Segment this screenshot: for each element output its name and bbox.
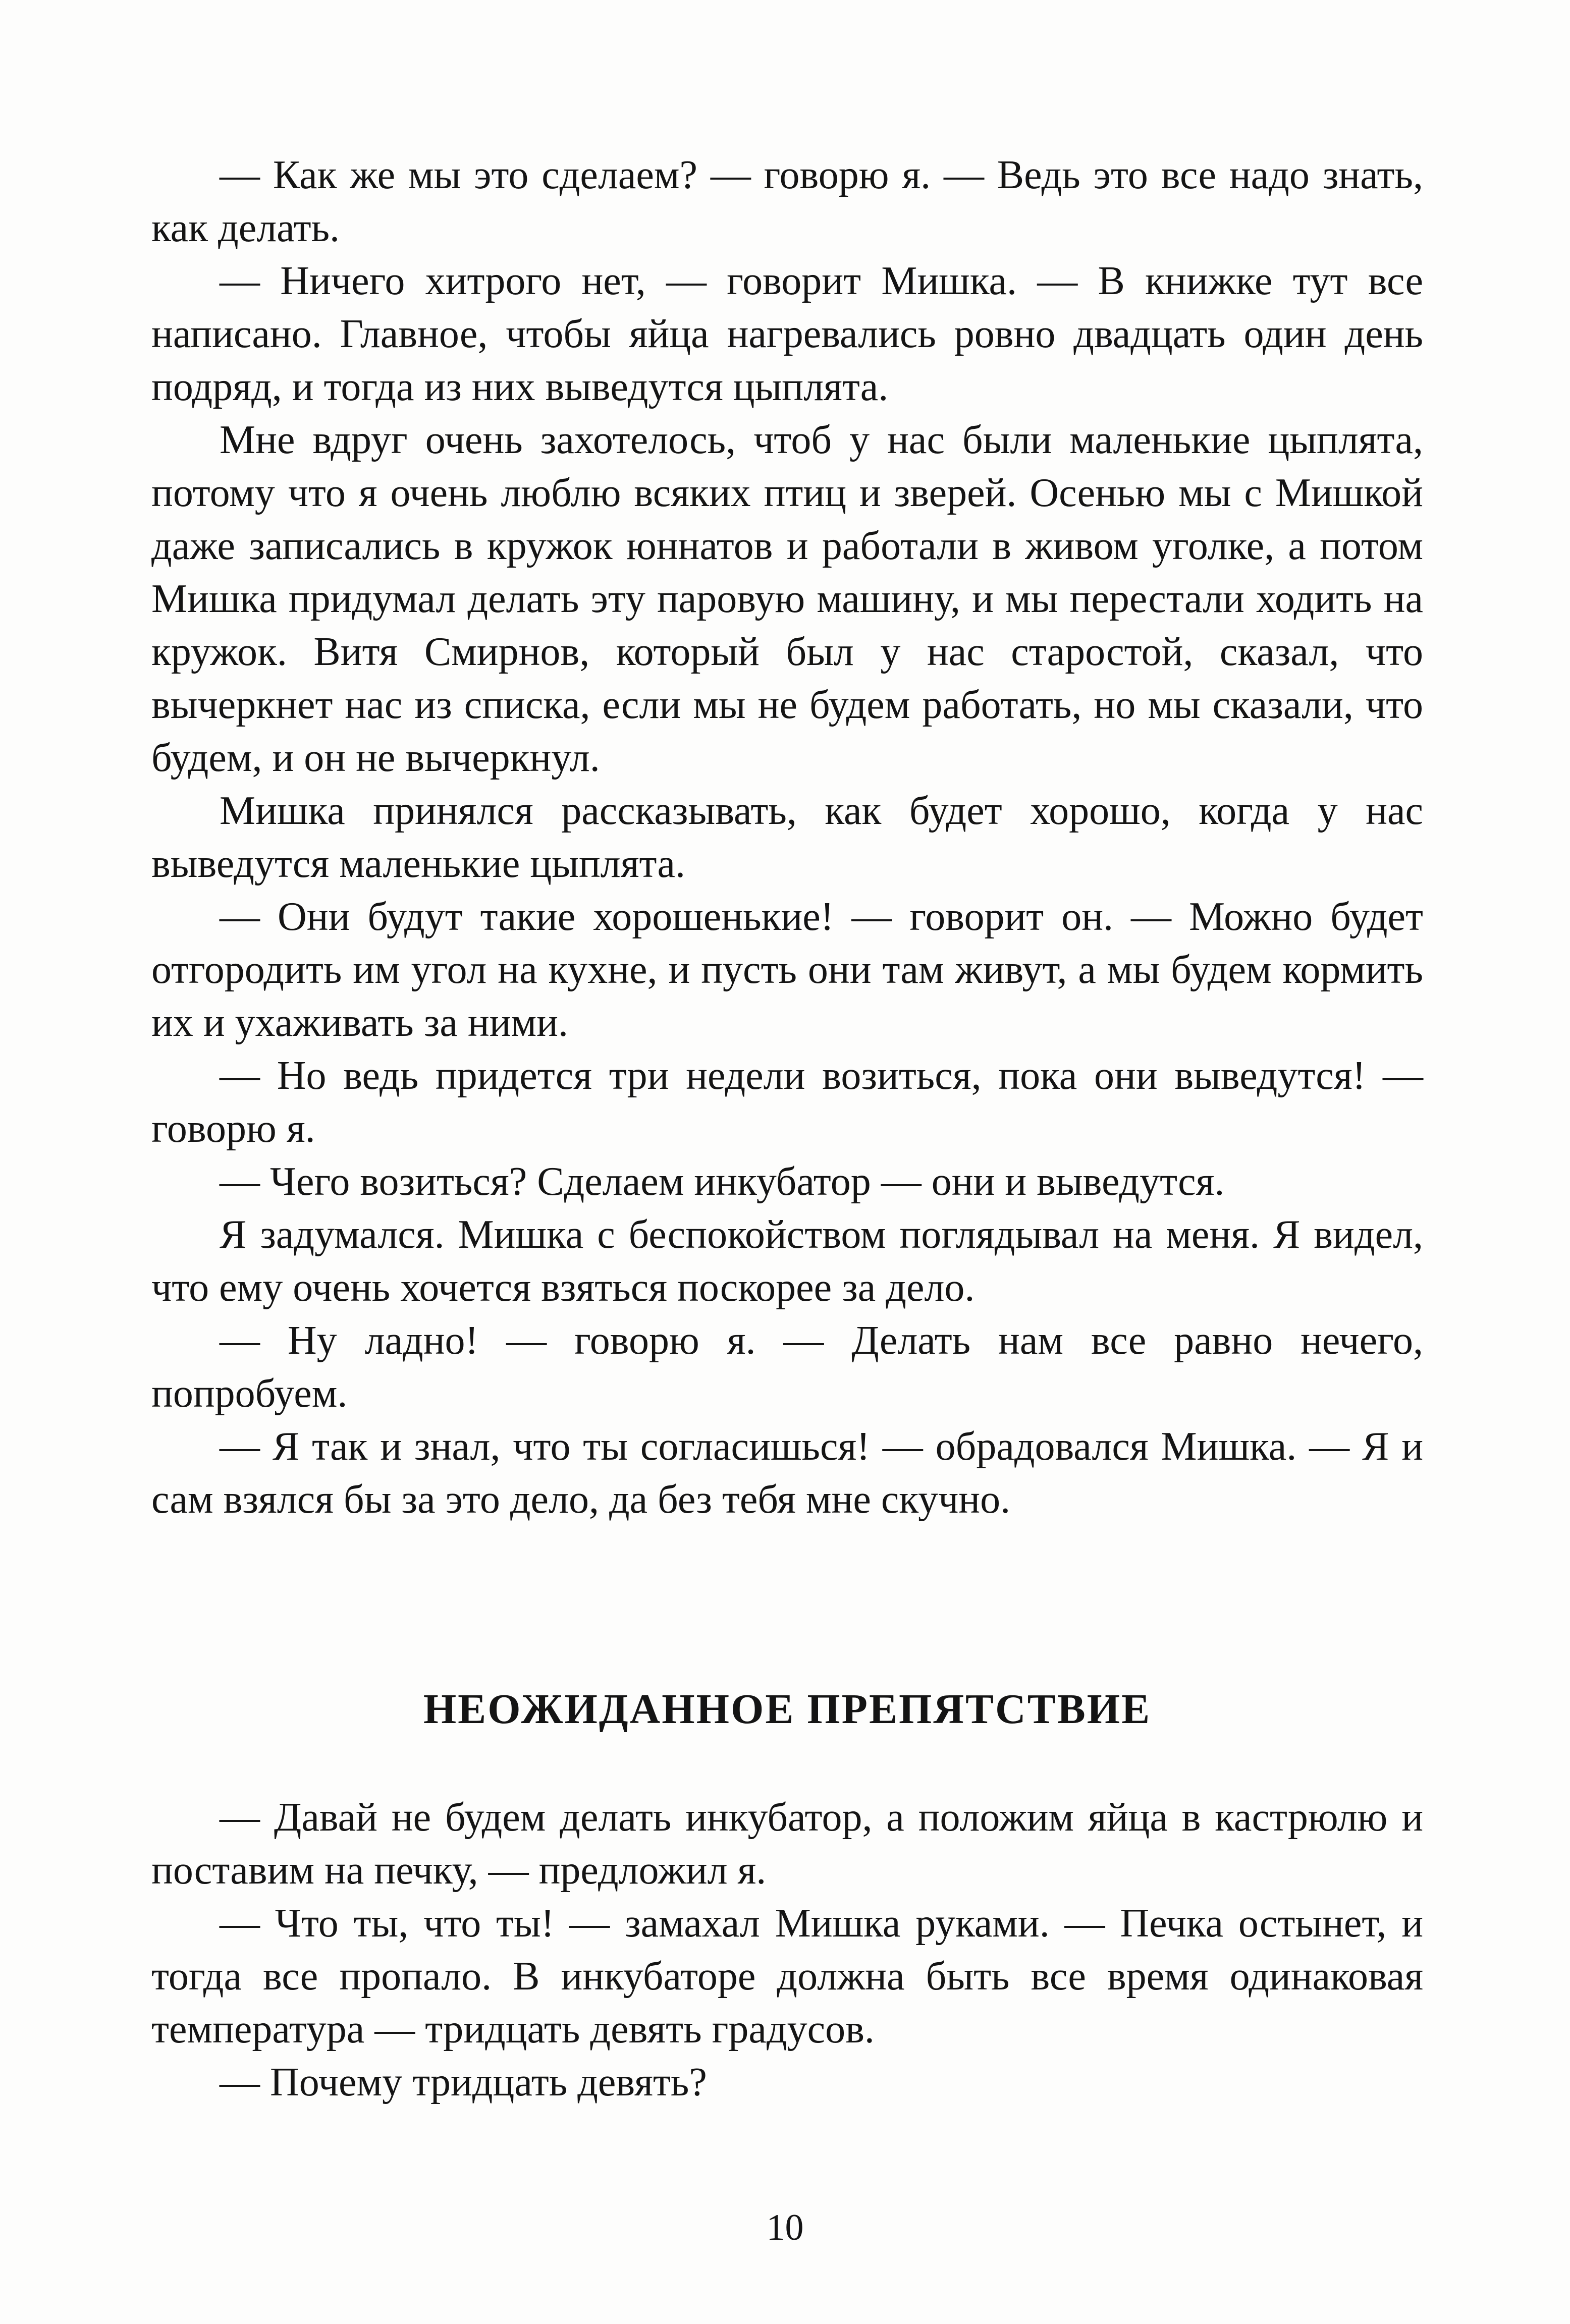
page-number: 10 [766, 2207, 804, 2248]
section-heading: НЕОЖИДАННОЕ ПРЕПЯТСТВИЕ [423, 1686, 1152, 1733]
paragraph: Мне вдруг очень захотелось, чтоб у нас были маленькие цыплята, потому что я очень люблю всяких птиц и зверей. Осенью мы с Мишкой даже записались в кружок юннатов и работали в живом уголке, а потом Мишка придумал делать эту паровую машину, и мы перестали ходить на кружок. Витя Смирнов, который был у нас старостой, сказал, что вычеркнет нас из списка, если мы не будем работать, но мы сказали, что будем, и он не вычеркнул. [151, 418, 1423, 780]
paragraph: — Ну ладно! — говорю я. — Делать нам все равно нечего, попробуем. [151, 1318, 1423, 1416]
paragraph: — Давай не будем делать инкубатор, а положим яйца в кастрюлю и поставим на печку, — предложил я. [151, 1795, 1423, 1893]
paragraph: — Как же мы это сделаем? — говорю я. — Ведь это все надо знать, как делать. [151, 153, 1423, 250]
paragraph: Мишка принялся рассказывать, как будет хорошо, когда у нас выведутся маленькие цыплята. [151, 789, 1423, 886]
paragraph: — Я так и знал, что ты согласишься! — обрадовался Мишка. — Я и сам взялся бы за это дело, да без тебя мне скучно. [151, 1424, 1423, 1522]
paragraph: — Чего возиться? Сделаем инкубатор — они и выведутся. [220, 1159, 1225, 1204]
text-block-top [151, 149, 1423, 1526]
paragraph: — Почему тридцать девять? [220, 2060, 707, 2105]
paragraph: — Что ты, что ты! — замахал Мишка руками. — Печка остынет, и тогда все пропало. В инкубаторе должна быть все время одинаковая температура — тридцать девять градусов. [151, 1901, 1423, 2052]
paragraph: — Но ведь придется три недели возиться, пока они выведутся! — говорю я. [151, 1054, 1423, 1151]
text-block-bottom [151, 1791, 1423, 2109]
paragraph: — Ничего хитрого нет, — говорит Мишка. — В книжке тут все написано. Главное, чтобы яйца нагревались ровно двадцать один день подряд, и тогда из них выведутся цыплята. [151, 259, 1423, 409]
paragraph: — Они будут такие хорошенькие! — говорит он. — Можно будет отгородить им угол на кухне, и пусть они там живут, а мы будем кормить их и ухаживать за ними. [151, 895, 1423, 1045]
paragraph: Я задумался. Мишка с беспокойством поглядывал на меня. Я видел, что ему очень хочется взяться поскорее за дело. [151, 1212, 1423, 1310]
